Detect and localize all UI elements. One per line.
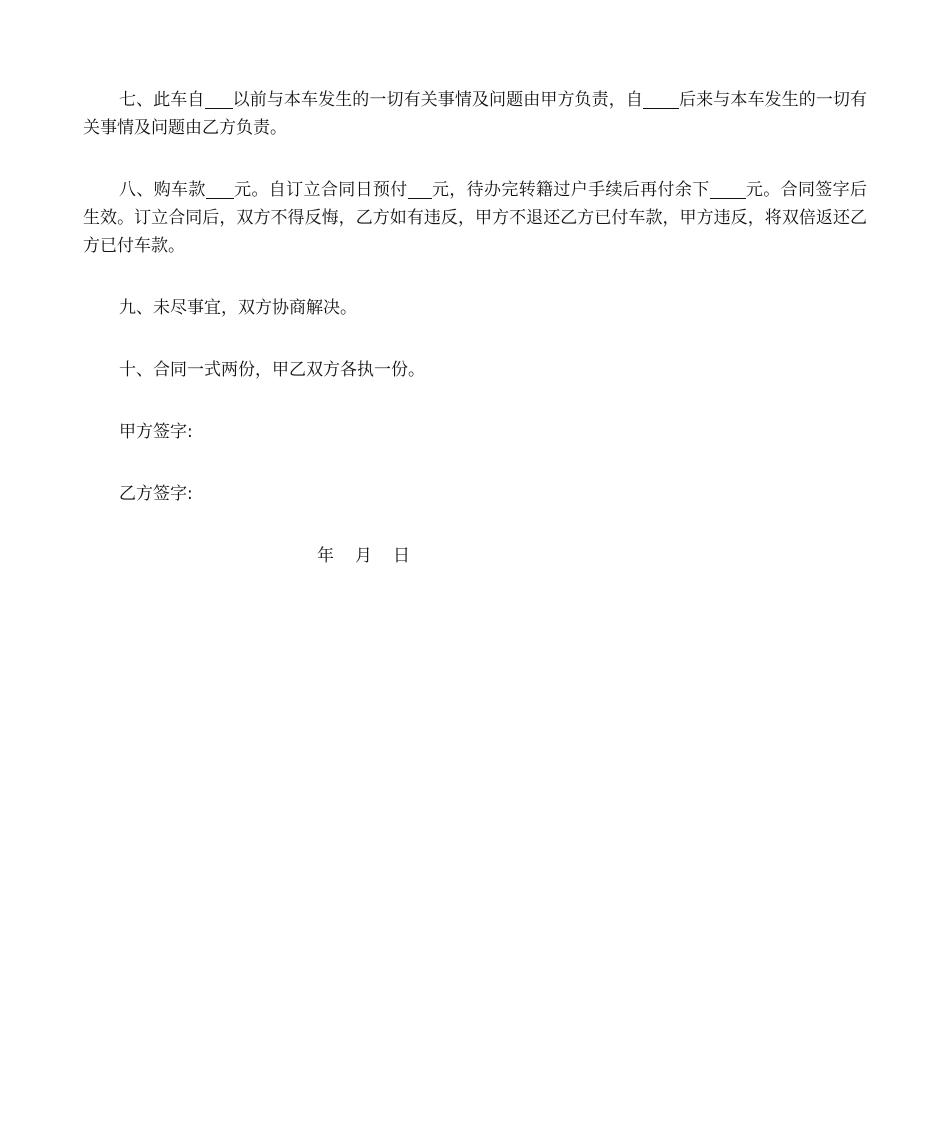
clause-nine: 九、未尽事宜，双方协商解决。 bbox=[119, 298, 357, 318]
blank-line-transfer-date bbox=[643, 90, 679, 109]
blank-line-deposit bbox=[408, 180, 432, 199]
date-month: 月 bbox=[355, 546, 372, 566]
clause-seven-text-3: 后来与本车发生的一切有关事情及问题由乙方负责。 bbox=[83, 90, 868, 138]
clause-eight bbox=[83, 176, 867, 260]
clause-ten: 十、合同一式两份，甲乙双方各执一份。 bbox=[119, 360, 425, 380]
date-year: 年 bbox=[317, 546, 334, 566]
clause-seven-text-1: 七、此车自 bbox=[119, 90, 205, 110]
party-b-signature: 乙方签字: bbox=[119, 484, 193, 504]
clause-seven bbox=[83, 86, 867, 142]
clause-eight-text-1: 八、购车款 bbox=[119, 180, 206, 200]
contract-page bbox=[83, 86, 867, 570]
blank-line-start-date bbox=[205, 90, 233, 109]
date-day: 日 bbox=[393, 546, 410, 566]
blank-line-balance bbox=[710, 180, 746, 199]
clause-eight-text-4: 元。合同签字后生效。订立合同后，双方不得反悔，乙方如有违反，甲方不退还乙方已付车款，甲方违反，将双倍返还乙方已付车款。 bbox=[83, 180, 868, 256]
clause-eight-text-2: 元。自订立合同日预付 bbox=[233, 180, 408, 200]
clause-seven-text-2: 以前与本车发生的一切有关事情及问题由甲方负责，自 bbox=[232, 90, 643, 110]
party-a-signature: 甲方签字: bbox=[119, 422, 193, 442]
clause-eight-text-3: 元，待办完转籍过户手续后再付余下 bbox=[431, 180, 710, 200]
date-line bbox=[83, 542, 867, 570]
blank-line-total-price bbox=[206, 180, 234, 199]
